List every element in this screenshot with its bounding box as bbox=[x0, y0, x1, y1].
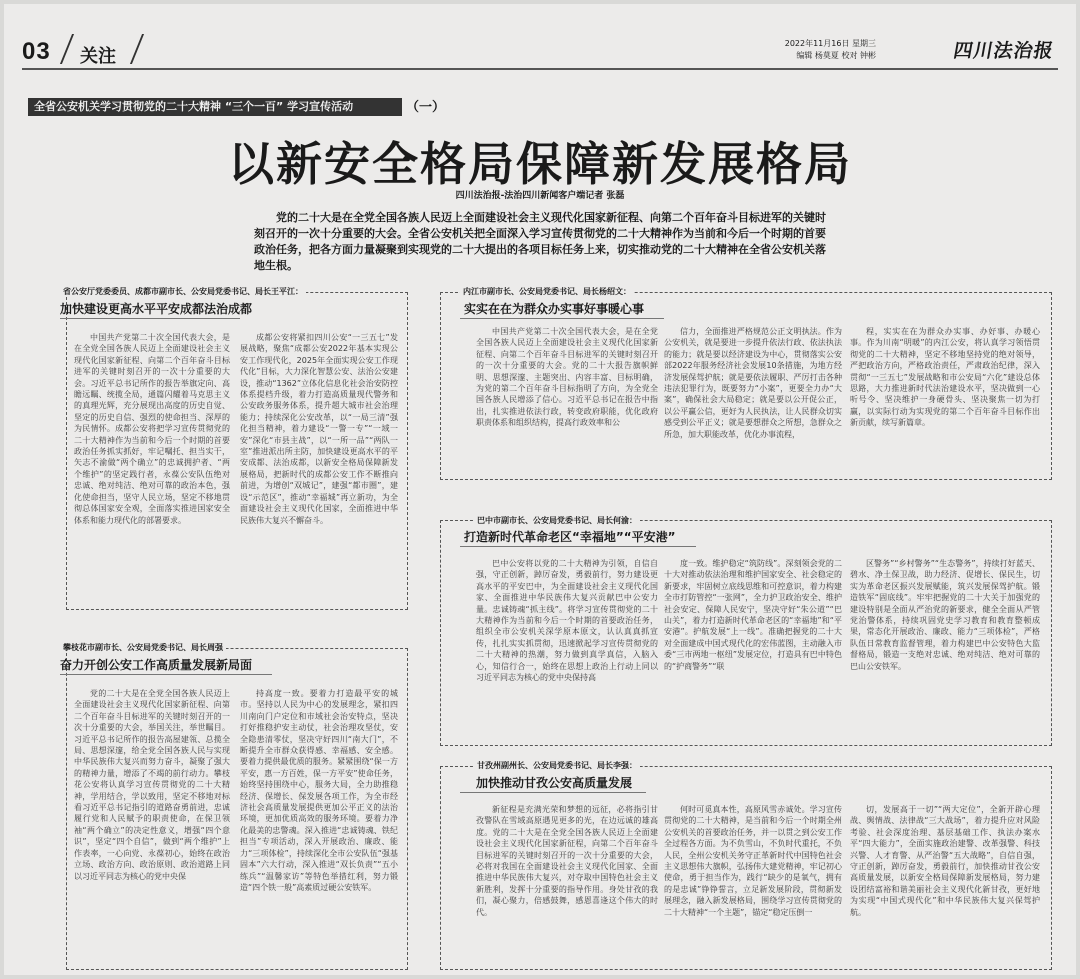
article-column: 何时可觅真本性，高原风雪赤诚处。学习宣传贯彻党的二十大精神，是当前和今后一个时期全州公安机关的首要政治任务，并一以贯之到公安工作全过程各方面。为不负雪山，不负时代重托，不负人民，全州公安机关务守正革新时代中国特色社会主义思想伟大旗帜，弘扬伟大建党精神，牢记初心使命，勇于担当作为，践行“缺少的是氧气，拥有的是忠诚”铮铮誓言，立足新发展阶段，贯彻新发展理念，融入新发展格局，围绕学习宣传贯彻党的二十大精神“一个主题”，锚定“稳定压倒一 bbox=[664, 805, 842, 917]
title-underline bbox=[460, 792, 646, 793]
article-column: 度一致。维护稳定“筑防线”。深刻领会党的二十大对推动依法治理和维护国家安全、社会稳定的新要求，牢固树立底线思维和可控意识，着力构建全市打防管控“一张网”，全力护卫政治安全、维护社会安定、保障人民安宁，坚决守好“朱公道”“巴山关”，着力打造新时代革命老区的“幸福地”和“平安港”。护航发展“上一线”。准确把握党的二十大对全面建成中国式现代化的宏伟蓝图，主动融入市委“三市两地一枢纽”发展定位，打造具有巴中特色的“护商警务”“联 bbox=[664, 559, 842, 671]
article-title: 实实在在为群众办实事好事暖心事 bbox=[464, 302, 645, 316]
page-number: 03 bbox=[22, 38, 51, 65]
article-author: 巴中市副市长、公安局党委书记、局长何渝： bbox=[474, 515, 640, 526]
article-author: 内江市副市长、公安局党委书记、局长杨绍文： bbox=[460, 286, 634, 297]
title-underline bbox=[60, 318, 240, 319]
byline: 四川法治报-法治四川新闻客户端记者 张磊 bbox=[455, 191, 625, 201]
article-author: 甘孜州副州长、公安局党委书记、局长李强： bbox=[474, 760, 640, 771]
article-author: 攀枝花市副市长、公安局党委书记、局长周强 bbox=[60, 642, 226, 653]
article-column: 信力，全面推进严格规范公正文明执法。作为公安机关，就是要进一步提升依法行政、依法执法的能力；就是要以经济建设为中心，贯彻落实公安部2022年服务经济社会发展10条措施，为地方经济发展保驾护航；就是要依法履职、严厉打击各种违法犯罪行为，既要努力“小案”，更要全力办“大案”，确保社会大局稳定；就是要以公开促公正，以公平赢公信，更好为人民执法，让人民群众切实感受到公平正义；就是要想群众之所想，急群众之所急，加大职能改革，优化办事流程， bbox=[664, 327, 842, 439]
article-column: 巴中公安将以党的二十大精神为引领，自信自强，守正创新，踔厉奋发，勇毅前行，努力建设更高水平的平安巴中，为全面建设社会主义现代化国家、全面推进中华民族伟大复兴贡献巴中公安力量。忠诚铸魂“抓主线”。将学习宣传贯彻党的二十大精神作为当前和今后一个时期的首要政治任务，组织全市公安机关深学原本原文，认认真真抓宣传，扎扎实实抓贯彻，迅速掀起学习宣传贯彻党的二十大精神的热潮，努力做到真学真信，入脑入心，知信行合一，始终在思想上政治上行动上同以习近平同志为核心的党中央保持高 bbox=[476, 559, 658, 683]
header-rule bbox=[22, 68, 1058, 70]
article-column: 党的二十大是在全党全国各族人民迈上全面建设社会主义现代化国家新征程、向第二个百年奋斗目标进军的关键时刻召开的一次十分重要的大会，举国关注，举世瞩目。习近平总书记所作的报告高屋建瓴、总揽全局、思想深邃，给全党全国各族人民与实现中华民族伟大复兴而努力奋斗，凝聚了强大的精神力量，增添了不竭的前行动力。攀枝花公安将认真学习宣传贯彻党的二十大精神，学用结合，学以致用，坚定不移地对标看习近平总书记指引的道路奋勇前进，忠诚履行党和人民赋予的职责使命，在保卫领袖“两个确立”的决定性意义，增强“四个意识”，坚定“四个自信”，做到“两个维护”上作表率，一心向党、永葆初心，始终在政治立场、政治方向、政治原则、政治道路上同以习近平同志为核心的党中央保 bbox=[74, 689, 230, 881]
campaign-banner: 全省公安机关学习贯彻党的二十大精神 “三个一百” 学习宣传活动 bbox=[28, 98, 402, 116]
lead-paragraph: 党的二十大是在全党全国各族人民迈上全面建设社会主义现代化国家新征程、向第二个百年奋斗目标进军的关键时刻召开的一次十分重要的大会。全省公安机关把全面深入学习宣传贯彻党的二十大精神作为当前和今后一个时期的首要政治任务，把各方面力量凝聚到实现党的二十大提出的各项目标任务上来，切实推动党的二十大精神在全省公安机关落地生根。 bbox=[254, 211, 826, 272]
article-title: 打造新时代革命老区“幸福地”“平安港” bbox=[464, 530, 676, 544]
article-title: 加快推动甘孜公安高质量发展 bbox=[476, 776, 633, 790]
article-author: 省公安厅党委委员、成都市副市长、公安局党委书记、局长王平江： bbox=[60, 286, 306, 297]
campaign-part-number: （一） bbox=[406, 100, 446, 115]
article-title: 奋力开创公安工作高质量发展新局面 bbox=[60, 658, 253, 672]
headline: 以新安全格局保障新发展格局 bbox=[228, 137, 852, 191]
article-title: 加快建设更高水平平安成都法治成都 bbox=[60, 302, 253, 316]
title-underline bbox=[460, 546, 696, 547]
article-column: 切，发展高于一切”“两大定位”，全新开辟心理战、舆情战、法律战“三大战场”，着力提升应对风险考验、社会深度治理、基层基础工作、执法办案水平“四大能力”，全面实施政治建警、改革强警、科技兴警、人才育警、从严治警“五大战略”，自信自强，守正创新，踔厉奋发，勇毅前行，加快推动甘孜公安高质量发展，以新安全格局保障新发展格局，努力建设团结富裕和谐美丽社会主义现代化新甘孜，更好地为实现“中国式现代化”和中华民族伟大复兴保驾护航。 bbox=[850, 805, 1040, 917]
editor-credits: 编辑 杨莫夏 校对 钟彬 bbox=[796, 51, 876, 60]
newspaper-logo: 四川法治报 bbox=[951, 40, 1056, 62]
newspaper-page bbox=[4, 4, 1076, 975]
header-slash-divider bbox=[130, 34, 144, 64]
article-column: 中国共产党第二十次全国代表大会，是在全党全国各族人民迈上全面建设社会主义现代化国家新征程、向第二个百年奋斗目标进军的关键时刻召开的一次十分重要的大会。习近平总书记所作的报告举旗定向、高瞻远瞩、统揽全局，通篇闪耀着马克思主义的真理光辉，充分展现出高度的历史自觉、坚定的历史自信、强烈的使命担当、深厚的为民情怀。成都公安将把学习宣传贯彻党的二十大精神作为当前和今后一个时期的首要政治任务抓实抓好，牢记嘱托、担当实干，矢志不渝做“两个确立”的忠诚拥护者、“两个维护”的坚定践行者，永葆公安队伍绝对忠诚、绝对纯洁、绝对可靠的政治本色，强化使命担当，坚守人民立场，坚定不移地贯彻总体国家安全观，全面落实推进国家安全体系和能力现代化的部署要求。 bbox=[74, 333, 230, 525]
article-column: 区警务”“乡村警务”“生态警务”，持续打好蓝天、碧水、净土保卫战，助力经济、促增长、保民生，切实为革命老区振兴发展赋能，筑兴发展保驾护航。锻造铁军“固底线”。牢牢把握党的二十大关于加强党的建设特别是全面从严治党的新要求，健全全面从严管党治警体系，持续巩固党史学习教育和教育整顿成果，常态化开展政治、廉政、能力“三项体检”，严格队伍日常教育监督管理，着力构建巴中公安特色大监督格局，锻造一支绝对忠诚、绝对纯洁、绝对可靠的巴山公安铁军。 bbox=[850, 559, 1040, 671]
article-column: 新征程是充满光荣和梦想的远征，必将指引甘孜警队在雪域高原遇见更多的光，在边远诚的雄高度。党的二十大是在全党全国各族人民迈上全面建设社会主义现代化国家新征程，向第二个百年奋斗目标进军的关键时刻召开的一次十分重要的大会，必将对我国在全面建设社会主义现代化国家、全面推进中华民族伟大复兴，对夺取中国特色社会主义新胜利，发挥十分重要的指导作用。身处甘孜的我们，凝心聚力，倍感鼓舞，感恩喜逢这个伟大的时代。 bbox=[476, 805, 658, 917]
article-column: 成都公安将紧扣四川公安“一三五七”发展战略，聚焦“成都公安2022年基本实现公安工作现代化，2025年全面实现公安工作现代化”目标，大力深化智慧公安、法治公安建设，推动“1362”立体化信息化社会治安防控体系提档升级，着力打造高质量现代警务和公安政务服务体系，提升超大城市社会治理能力；持续深化公安改革，以“一局三清”强化担当精神，着力建设“一警一专”“一域一安”深化“市县主战”，以“一所一品”“两队一室”推进派出所主防，加快建设更高水平的平安成都、法治成都，以新安全格局保障新发展格局，把新时代的成都公安工作不断推向前进，为增创“双城记”，建强“都市圈”，建设“示范区”，推动“幸福城”再立新功，为全面建设社会主义现代化国家，全面推进中华民族伟大复兴不懈奋斗。 bbox=[240, 333, 398, 525]
article-column: 持高度一致。要着力打造最平安的城市。坚持以人民为中心的发展理念，紧扣四川南向门户定位和市域社会治安特点，坚决打好推稳护安主动仗，社会治理攻坚仗，安全隐患清零仗，坚决守好四川“南大门”，不断提升全市群众获得感、幸福感、安全感。要着力提供最优质的服务。紧紧围绕“保一方平安，惠一方百姓，保一方平安”使命任务，始终坚持围绕中心，服务大局，全力助推稳经济、保增长、保发展各项工作，为全市经济社会高质量发展提供更加公平正义的法治环境，更加优质高效的服务环境。要着力净化最美的忠警魂。深入推进“忠诚铸魂、铁纪担当”专项活动，深入开展政治、廉政、能力“三项体检”，持续深化全市公安队伍“强基固本”六大行动，深入推进“双长负责”“五小练兵”“温馨家访”等特色举措红利，努力锻造“四个铁一般”高素质过硬公安铁军。 bbox=[240, 689, 398, 892]
issue-date: 2022年11月16日 星期三 bbox=[784, 39, 876, 48]
article-column: 程，实实在在为群众办实事、办好事、办暖心事。作为川南“明暖”的内江公安，将认真学习领悟贯彻党的二十大精神，坚定不移地坚持党的绝对领导，严把政治方向，严格政治责任，严肃政治纪律，深入贯彻“一三五七”发展战略和市公安局“六化”建设总体思路，大力推进新时代法治建设水平，坚决做到一心听号令、坚决维护一身硬骨头、坚决聚焦一切为打赢，以实际行动为实现党的第二个百年奋斗目标作出新贡献，续写新篇章。 bbox=[850, 327, 1040, 428]
title-underline bbox=[60, 674, 272, 675]
header-slash-divider bbox=[60, 34, 74, 64]
section-name: 关注 bbox=[80, 46, 116, 67]
article-column: 中国共产党第二十次全国代表大会，是在全党全国各族人民迈上全面建设社会主义现代化国家新征程、向第二个百年奋斗目标进军的关键时刻召开的一次十分重要的大会。党的二十大报告旗帜鲜明、思想深邃、主题突出、内容丰富、目标明确，为党的第二个百年奋斗目标指明了方向，为全党全国各族人民增添了信心。习近平总书记在报告中指出，扎实推进依法行政，转变政府职能，优化政府职责体系和组织结构，提高行政效率和公 bbox=[476, 327, 658, 428]
title-underline bbox=[460, 318, 664, 319]
